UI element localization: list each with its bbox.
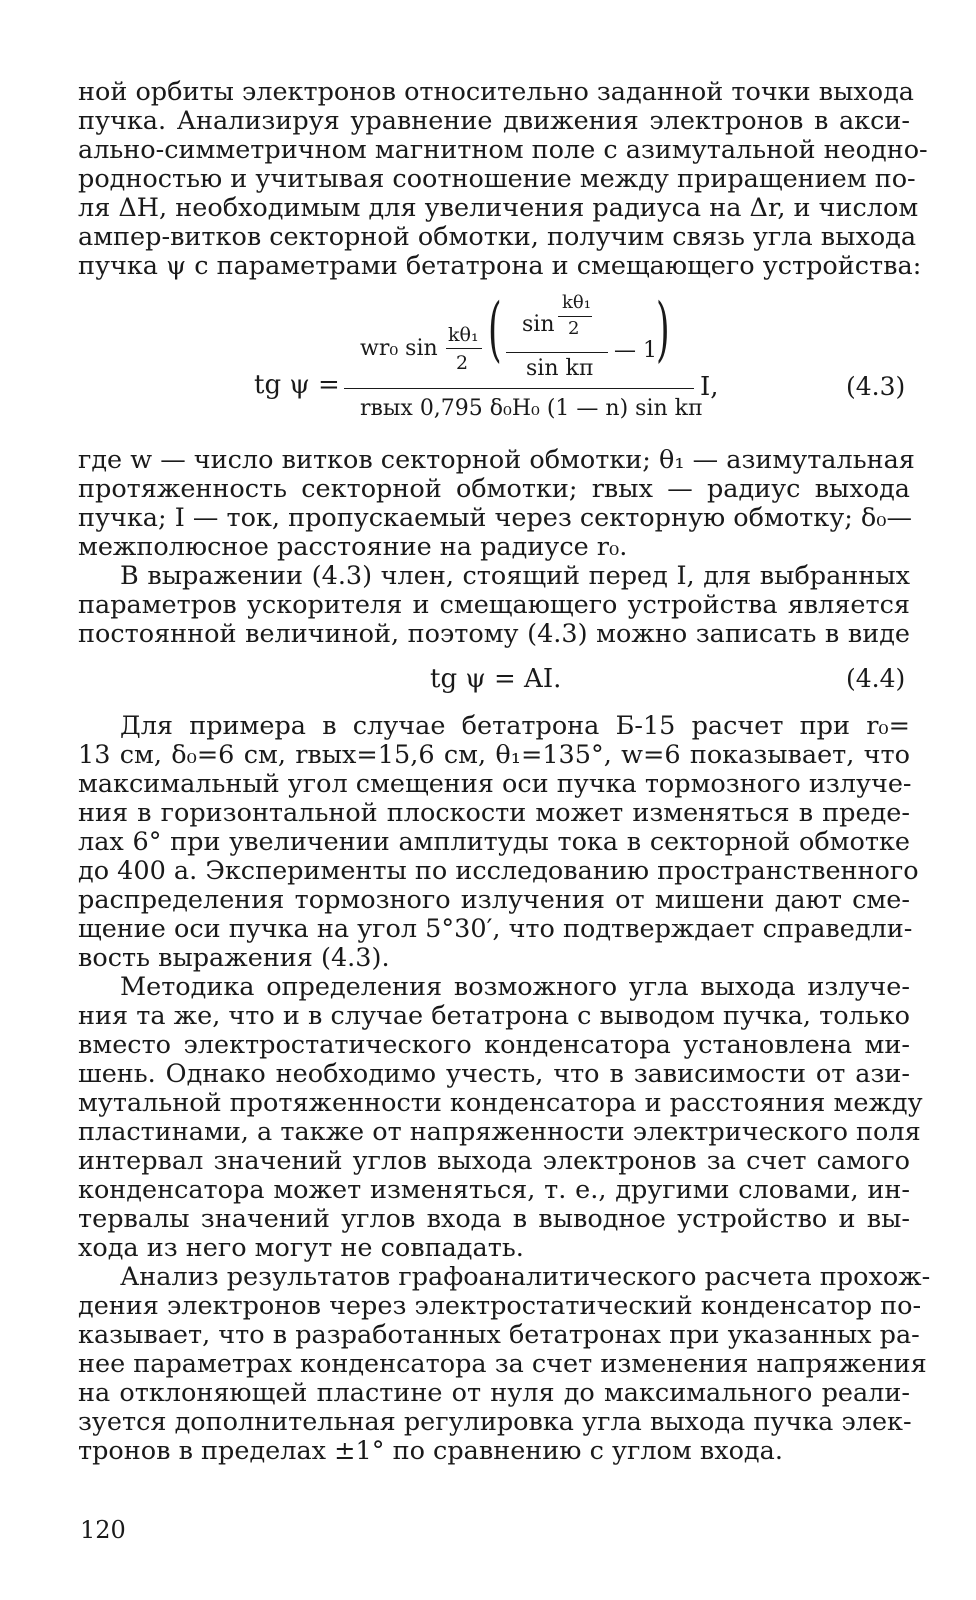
fraction-bar: [506, 352, 608, 353]
formula-outer-frac-den: 2: [456, 352, 469, 374]
text-line: параметров ускорителя и смещающего устройства является: [78, 590, 910, 620]
text-line: лах 6° при увеличении амплитуды тока в секторной обмотке: [78, 827, 910, 857]
formula-4-4: tg ψ = AI.: [430, 664, 562, 694]
page-number: 120: [80, 1516, 126, 1544]
text-line: В выражении (4.3) член, стоящий перед I, для выбранных: [120, 561, 910, 591]
text-line: вость выражения (4.3).: [78, 943, 390, 973]
fraction-bar: [446, 348, 482, 349]
text-line: конденсатора может изменяться, т. е., другими словами, ин-: [78, 1175, 910, 1205]
fraction-bar: [558, 316, 592, 317]
text-line: ния в горизонтальной плоскости может изменяться в преде-: [78, 798, 910, 828]
formula-outer-num-prefix: wr₀ sin: [360, 336, 438, 361]
text-line: Методика определения возможного угла выхода излуче-: [120, 972, 910, 1002]
text-line: постоянной величиной, поэтому (4.3) можно записать в виде: [78, 619, 910, 649]
text-line: казывает, что в разработанных бетатронах при указанных ра-: [78, 1320, 920, 1350]
formula-inner-sin: sin: [522, 312, 555, 337]
text-line: ампер-витков секторной обмотки, получим связь угла выхода: [78, 222, 917, 252]
text-line: межполюсное расстояние на радиусе r₀.: [78, 532, 628, 562]
formula-4-3: [0, 290, 976, 430]
equation-number: (4.4): [846, 664, 906, 693]
text-line: где w — число витков секторной обмотки; θ₁ — азимутальная: [78, 445, 915, 475]
text-line: на отклоняющей пластине от нуля до максимального реали-: [78, 1378, 910, 1408]
main-fraction-bar: [344, 388, 694, 389]
text-line: пучка; I — ток, пропускаемый через секторную обмотку; δ₀—: [78, 503, 912, 533]
formula-lhs: tg ψ =: [254, 370, 340, 400]
text-line: вместо электростатического конденсатора установлена ми-: [78, 1030, 910, 1060]
text-line: ной орбиты электронов относительно заданной точки выхода: [78, 77, 915, 107]
text-line: максимальный угол смещения оси пучка тормозного излуче-: [78, 769, 912, 799]
text-line: пучка ψ с параметрами бетатрона и смещающего устройства:: [78, 251, 922, 281]
text-line: Для примера в случае бетатрона Б-15 расчет при r₀=: [120, 711, 910, 741]
left-paren: (: [488, 288, 502, 370]
text-line: пластинами, а также от напряженности электрического поля: [78, 1117, 921, 1147]
right-paren: ): [656, 288, 670, 370]
text-line: щение оси пучка на угол 5°30′, что подтверждает справедли-: [78, 914, 913, 944]
formula-outer-frac-num: kθ₁: [448, 324, 479, 346]
text-line: пучка. Анализируя уравнение движения электронов в акси-: [78, 106, 910, 136]
text-line: Анализ результатов графоаналитического расчета прохож-: [120, 1262, 931, 1292]
text-line: шень. Однако необходимо учесть, что в зависимости от ази-: [78, 1059, 910, 1089]
formula-inner-den: sin kπ: [526, 356, 594, 381]
equation-number: (4.3): [846, 372, 906, 401]
text-line: интервал значений углов выхода электронов за счет самого: [78, 1146, 910, 1176]
formula-denominator: rвых 0,795 δ₀H₀ (1 — n) sin kπ: [360, 396, 703, 421]
text-line: ля ΔH, необходимым для увеличения радиуса на Δr, и числом: [78, 193, 919, 223]
text-line: дения электронов через электростатический конденсатор по-: [78, 1291, 922, 1321]
formula-minus-one: — 1: [614, 338, 657, 363]
text-line: распределения тормозного излучения от мишени дают сме-: [78, 885, 910, 915]
text-line: зуется дополнительная регулировка угла выхода пучка элек-: [78, 1407, 912, 1437]
text-line: тервалы значений углов входа в выводное устройство и вы-: [78, 1204, 910, 1234]
text-line: родностью и учитывая соотношение между приращением по-: [78, 164, 916, 194]
text-line: протяженность секторной обмотки; rвых — радиус выхода: [78, 474, 910, 504]
text-line: ния та же, что и в случае бетатрона с выводом пучка, только: [78, 1001, 910, 1031]
formula-inner-frac-den: 2: [568, 318, 580, 339]
text-line: нее параметрах конденсатора за счет изменения напряжения: [78, 1349, 927, 1379]
text-line: тронов в пределах ±1° по сравнению с углом входа.: [78, 1436, 783, 1466]
text-line: хода из него могут не совпадать.: [78, 1233, 524, 1263]
text-line: ально-симметричном магнитном поле с азимутальной неодно-: [78, 135, 928, 165]
text-line: 13 см, δ₀=6 см, rвых=15,6 см, θ₁=135°, w=6 показывает, что: [78, 740, 910, 770]
formula-suffix: I,: [700, 372, 719, 402]
text-line: мутальной протяженности конденсатора и расстояния между: [78, 1088, 923, 1118]
text-line: до 400 а. Эксперименты по исследованию пространственного: [78, 856, 919, 886]
formula-inner-frac-num: kθ₁: [562, 292, 591, 313]
